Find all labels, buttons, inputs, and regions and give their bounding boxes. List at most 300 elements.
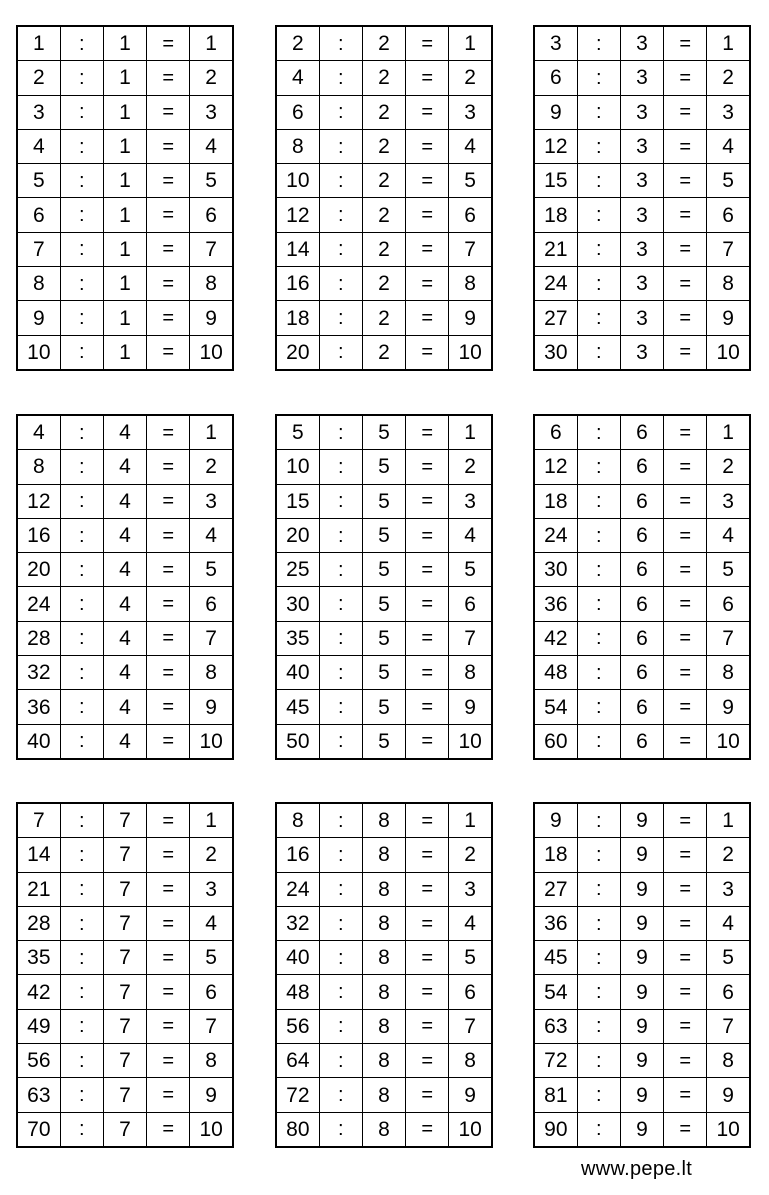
divisor-cell: 6 — [620, 690, 663, 724]
quotient-cell: 10 — [707, 335, 750, 370]
equals-sign-cell: = — [406, 198, 449, 232]
divisor-cell: 1 — [103, 198, 146, 232]
table-row — [534, 941, 750, 975]
divide-sign-cell: : — [319, 26, 362, 61]
divide-sign-cell: : — [577, 1112, 620, 1147]
table-row — [17, 415, 233, 450]
quotient-cell: 8 — [707, 656, 750, 690]
table-row — [534, 1112, 750, 1147]
equals-sign-cell: = — [406, 1112, 449, 1147]
equals-sign-cell: = — [147, 621, 190, 655]
table-row — [534, 621, 750, 655]
equals-sign-cell: = — [664, 656, 707, 690]
dividend-cell: 8 — [276, 803, 319, 838]
divisor-cell: 2 — [362, 267, 405, 301]
quotient-cell: 4 — [707, 129, 750, 163]
dividend-cell: 9 — [17, 301, 60, 335]
dividend-cell: 16 — [276, 267, 319, 301]
divisor-cell: 3 — [620, 267, 663, 301]
equals-sign-cell: = — [664, 415, 707, 450]
equals-sign-cell: = — [147, 906, 190, 940]
dividend-cell: 24 — [17, 587, 60, 621]
table-row — [17, 803, 233, 838]
divisor-cell: 2 — [362, 335, 405, 370]
dividend-cell: 80 — [276, 1112, 319, 1147]
table-row — [17, 941, 233, 975]
dividend-cell: 10 — [276, 450, 319, 484]
dividend-cell: 12 — [276, 198, 319, 232]
division-table-6 — [533, 414, 751, 760]
equals-sign-cell: = — [664, 95, 707, 129]
dividend-cell: 8 — [17, 267, 60, 301]
divide-sign-cell: : — [60, 553, 103, 587]
divisor-cell: 8 — [362, 941, 405, 975]
table-row — [276, 26, 492, 61]
table-row — [276, 656, 492, 690]
divide-sign-cell: : — [60, 1009, 103, 1043]
division-table-2 — [275, 25, 493, 371]
equals-sign-cell: = — [406, 838, 449, 872]
equals-sign-cell: = — [406, 450, 449, 484]
divisor-cell: 2 — [362, 198, 405, 232]
quotient-cell: 4 — [449, 518, 492, 552]
divisor-cell: 5 — [362, 484, 405, 518]
divide-sign-cell: : — [319, 838, 362, 872]
equals-sign-cell: = — [406, 1044, 449, 1078]
quotient-cell: 4 — [190, 518, 233, 552]
divide-sign-cell: : — [577, 621, 620, 655]
quotient-cell: 7 — [190, 1009, 233, 1043]
divisor-cell: 6 — [620, 553, 663, 587]
divide-sign-cell: : — [60, 621, 103, 655]
equals-sign-cell: = — [147, 975, 190, 1009]
quotient-cell: 2 — [449, 61, 492, 95]
dividend-cell: 25 — [276, 553, 319, 587]
quotient-cell: 2 — [449, 838, 492, 872]
equals-sign-cell: = — [406, 941, 449, 975]
quotient-cell: 7 — [707, 1009, 750, 1043]
table-row — [276, 690, 492, 724]
dividend-cell: 72 — [276, 1078, 319, 1112]
quotient-cell: 1 — [190, 415, 233, 450]
divide-sign-cell: : — [60, 941, 103, 975]
dividend-cell: 8 — [17, 450, 60, 484]
equals-sign-cell: = — [147, 26, 190, 61]
divisor-cell: 1 — [103, 301, 146, 335]
divide-sign-cell: : — [60, 838, 103, 872]
divisor-cell: 7 — [103, 1112, 146, 1147]
division-table-8 — [275, 802, 493, 1148]
table-row — [276, 415, 492, 450]
table-row — [17, 267, 233, 301]
table-row — [276, 129, 492, 163]
dividend-cell: 54 — [534, 690, 577, 724]
divisor-cell: 3 — [620, 335, 663, 370]
dividend-cell: 18 — [276, 301, 319, 335]
divisor-cell: 4 — [103, 415, 146, 450]
dividend-cell: 10 — [17, 335, 60, 370]
equals-sign-cell: = — [664, 1009, 707, 1043]
equals-sign-cell: = — [406, 1078, 449, 1112]
divide-sign-cell: : — [577, 301, 620, 335]
divide-sign-cell: : — [577, 803, 620, 838]
equals-sign-cell: = — [406, 724, 449, 759]
divide-sign-cell: : — [319, 941, 362, 975]
table-row — [17, 26, 233, 61]
table-row — [534, 164, 750, 198]
quotient-cell: 10 — [190, 724, 233, 759]
dividend-cell: 42 — [534, 621, 577, 655]
divide-sign-cell: : — [60, 61, 103, 95]
equals-sign-cell: = — [406, 656, 449, 690]
equals-sign-cell: = — [147, 587, 190, 621]
equals-sign-cell: = — [406, 415, 449, 450]
quotient-cell: 10 — [190, 1112, 233, 1147]
divide-sign-cell: : — [319, 1078, 362, 1112]
divide-sign-cell: : — [577, 129, 620, 163]
quotient-cell: 6 — [449, 587, 492, 621]
dividend-cell: 4 — [17, 129, 60, 163]
divide-sign-cell: : — [577, 553, 620, 587]
divisor-cell: 9 — [620, 1112, 663, 1147]
dividend-cell: 20 — [276, 335, 319, 370]
divide-sign-cell: : — [319, 61, 362, 95]
divisor-cell: 8 — [362, 906, 405, 940]
divisor-cell: 8 — [362, 838, 405, 872]
quotient-cell: 9 — [190, 690, 233, 724]
table-row — [534, 1078, 750, 1112]
divide-sign-cell: : — [577, 587, 620, 621]
dividend-cell: 15 — [276, 484, 319, 518]
equals-sign-cell: = — [664, 690, 707, 724]
table-row — [276, 198, 492, 232]
table-row — [276, 1112, 492, 1147]
divide-sign-cell: : — [577, 415, 620, 450]
table-row — [534, 553, 750, 587]
dividend-cell: 36 — [534, 587, 577, 621]
divide-sign-cell: : — [60, 415, 103, 450]
table-row — [17, 1078, 233, 1112]
divide-sign-cell: : — [319, 198, 362, 232]
table-row — [276, 450, 492, 484]
dividend-cell: 10 — [276, 164, 319, 198]
equals-sign-cell: = — [147, 415, 190, 450]
quotient-cell: 6 — [707, 198, 750, 232]
divide-sign-cell: : — [60, 724, 103, 759]
divide-sign-cell: : — [60, 484, 103, 518]
division-table-4 — [16, 414, 234, 760]
divide-sign-cell: : — [577, 690, 620, 724]
equals-sign-cell: = — [147, 518, 190, 552]
divide-sign-cell: : — [577, 838, 620, 872]
dividend-cell: 6 — [17, 198, 60, 232]
divisor-cell: 4 — [103, 724, 146, 759]
divisor-cell: 5 — [362, 724, 405, 759]
divisor-cell: 3 — [620, 301, 663, 335]
dividend-cell: 6 — [276, 95, 319, 129]
equals-sign-cell: = — [406, 95, 449, 129]
table-row — [534, 1009, 750, 1043]
divisor-cell: 9 — [620, 803, 663, 838]
equals-sign-cell: = — [147, 164, 190, 198]
divide-sign-cell: : — [319, 1009, 362, 1043]
divide-sign-cell: : — [577, 1078, 620, 1112]
equals-sign-cell: = — [406, 484, 449, 518]
divisor-cell: 6 — [620, 724, 663, 759]
equals-sign-cell: = — [147, 553, 190, 587]
dividend-cell: 36 — [17, 690, 60, 724]
dividend-cell: 35 — [17, 941, 60, 975]
divide-sign-cell: : — [577, 1044, 620, 1078]
dividend-cell: 63 — [17, 1078, 60, 1112]
quotient-cell: 10 — [449, 335, 492, 370]
equals-sign-cell: = — [664, 129, 707, 163]
dividend-cell: 2 — [276, 26, 319, 61]
divisor-cell: 1 — [103, 129, 146, 163]
divisor-cell: 8 — [362, 1078, 405, 1112]
equals-sign-cell: = — [664, 61, 707, 95]
divide-sign-cell: : — [577, 941, 620, 975]
divisor-cell: 6 — [620, 484, 663, 518]
quotient-cell: 3 — [190, 484, 233, 518]
divide-sign-cell: : — [319, 301, 362, 335]
table-row — [17, 450, 233, 484]
dividend-cell: 27 — [534, 301, 577, 335]
dividend-cell: 63 — [534, 1009, 577, 1043]
quotient-cell: 3 — [190, 95, 233, 129]
table-row — [276, 301, 492, 335]
divide-sign-cell: : — [319, 1112, 362, 1147]
division-table-5 — [275, 414, 493, 760]
dividend-cell: 48 — [534, 656, 577, 690]
divisor-cell: 1 — [103, 232, 146, 266]
divisor-cell: 4 — [103, 656, 146, 690]
divisor-cell: 7 — [103, 803, 146, 838]
equals-sign-cell: = — [664, 906, 707, 940]
divisor-cell: 6 — [620, 587, 663, 621]
table-row — [534, 415, 750, 450]
divisor-cell: 1 — [103, 164, 146, 198]
dividend-cell: 24 — [534, 267, 577, 301]
table-row — [17, 95, 233, 129]
divisor-cell: 4 — [103, 518, 146, 552]
table-row — [534, 724, 750, 759]
quotient-cell: 6 — [190, 198, 233, 232]
divisor-cell: 2 — [362, 95, 405, 129]
quotient-cell: 10 — [190, 335, 233, 370]
divisor-cell: 6 — [620, 621, 663, 655]
quotient-cell: 2 — [707, 450, 750, 484]
quotient-cell: 2 — [190, 61, 233, 95]
quotient-cell: 7 — [190, 621, 233, 655]
quotient-cell: 5 — [707, 164, 750, 198]
dividend-cell: 56 — [276, 1009, 319, 1043]
table-row — [276, 95, 492, 129]
dividend-cell: 5 — [276, 415, 319, 450]
divide-sign-cell: : — [319, 415, 362, 450]
quotient-cell: 7 — [190, 232, 233, 266]
quotient-cell: 8 — [449, 656, 492, 690]
dividend-cell: 27 — [534, 872, 577, 906]
quotient-cell: 1 — [190, 803, 233, 838]
divisor-cell: 2 — [362, 301, 405, 335]
table-row — [17, 587, 233, 621]
divisor-cell: 2 — [362, 61, 405, 95]
divisor-cell: 8 — [362, 1009, 405, 1043]
equals-sign-cell: = — [406, 587, 449, 621]
dividend-cell: 4 — [17, 415, 60, 450]
divide-sign-cell: : — [60, 198, 103, 232]
quotient-cell: 1 — [449, 26, 492, 61]
division-table-1 — [16, 25, 234, 371]
equals-sign-cell: = — [147, 872, 190, 906]
quotient-cell: 5 — [449, 553, 492, 587]
divide-sign-cell: : — [60, 301, 103, 335]
table-row — [17, 61, 233, 95]
table-row — [534, 484, 750, 518]
quotient-cell: 6 — [449, 975, 492, 1009]
equals-sign-cell: = — [406, 553, 449, 587]
divisor-cell: 3 — [620, 232, 663, 266]
divide-sign-cell: : — [319, 906, 362, 940]
quotient-cell: 1 — [707, 803, 750, 838]
quotient-cell: 10 — [707, 1112, 750, 1147]
quotient-cell: 8 — [707, 267, 750, 301]
dividend-cell: 24 — [534, 518, 577, 552]
equals-sign-cell: = — [664, 518, 707, 552]
dividend-cell: 20 — [17, 553, 60, 587]
equals-sign-cell: = — [147, 1078, 190, 1112]
divisor-cell: 8 — [362, 803, 405, 838]
quotient-cell: 3 — [449, 872, 492, 906]
divisor-cell: 5 — [362, 450, 405, 484]
divide-sign-cell: : — [60, 1044, 103, 1078]
table-row — [276, 872, 492, 906]
quotient-cell: 1 — [190, 26, 233, 61]
dividend-cell: 36 — [534, 906, 577, 940]
dividend-cell: 32 — [17, 656, 60, 690]
dividend-cell: 20 — [276, 518, 319, 552]
quotient-cell: 5 — [190, 164, 233, 198]
quotient-cell: 8 — [190, 1044, 233, 1078]
divisor-cell: 8 — [362, 1044, 405, 1078]
table-row — [17, 335, 233, 370]
table-row — [534, 518, 750, 552]
dividend-cell: 90 — [534, 1112, 577, 1147]
division-table-3 — [533, 25, 751, 371]
equals-sign-cell: = — [147, 198, 190, 232]
dividend-cell: 21 — [17, 872, 60, 906]
table-row — [534, 26, 750, 61]
dividend-cell: 81 — [534, 1078, 577, 1112]
divide-sign-cell: : — [319, 656, 362, 690]
dividend-cell: 8 — [276, 129, 319, 163]
quotient-cell: 4 — [449, 906, 492, 940]
table-row — [276, 724, 492, 759]
divide-sign-cell: : — [60, 518, 103, 552]
divide-sign-cell: : — [60, 95, 103, 129]
table-row — [276, 621, 492, 655]
divisor-cell: 7 — [103, 872, 146, 906]
equals-sign-cell: = — [147, 95, 190, 129]
equals-sign-cell: = — [664, 1078, 707, 1112]
dividend-cell: 54 — [534, 975, 577, 1009]
divide-sign-cell: : — [60, 335, 103, 370]
quotient-cell: 9 — [190, 1078, 233, 1112]
dividend-cell: 4 — [276, 61, 319, 95]
divide-sign-cell: : — [60, 656, 103, 690]
divisor-cell: 6 — [620, 518, 663, 552]
table-row — [276, 61, 492, 95]
table-row — [276, 906, 492, 940]
dividend-cell: 9 — [534, 95, 577, 129]
table-row — [276, 164, 492, 198]
divide-sign-cell: : — [319, 690, 362, 724]
equals-sign-cell: = — [664, 803, 707, 838]
divisor-cell: 9 — [620, 1044, 663, 1078]
divide-sign-cell: : — [60, 1112, 103, 1147]
equals-sign-cell: = — [664, 335, 707, 370]
divide-sign-cell: : — [319, 450, 362, 484]
divide-sign-cell: : — [577, 267, 620, 301]
divide-sign-cell: : — [60, 129, 103, 163]
quotient-cell: 4 — [190, 129, 233, 163]
dividend-cell: 16 — [276, 838, 319, 872]
quotient-cell: 2 — [449, 450, 492, 484]
table-row — [17, 232, 233, 266]
equals-sign-cell: = — [664, 553, 707, 587]
quotient-cell: 3 — [707, 95, 750, 129]
divide-sign-cell: : — [60, 975, 103, 1009]
divide-sign-cell: : — [577, 335, 620, 370]
divisor-cell: 6 — [620, 656, 663, 690]
divisor-cell: 1 — [103, 335, 146, 370]
divisor-cell: 2 — [362, 232, 405, 266]
table-row — [534, 872, 750, 906]
table-row — [17, 164, 233, 198]
table-row — [276, 838, 492, 872]
quotient-cell: 8 — [449, 267, 492, 301]
divide-sign-cell: : — [319, 803, 362, 838]
divide-sign-cell: : — [319, 1044, 362, 1078]
equals-sign-cell: = — [147, 301, 190, 335]
equals-sign-cell: = — [406, 906, 449, 940]
divide-sign-cell: : — [60, 232, 103, 266]
divisor-cell: 5 — [362, 690, 405, 724]
table-row — [534, 906, 750, 940]
equals-sign-cell: = — [664, 587, 707, 621]
table-row — [534, 61, 750, 95]
dividend-cell: 40 — [276, 941, 319, 975]
equals-sign-cell: = — [406, 335, 449, 370]
equals-sign-cell: = — [664, 450, 707, 484]
divide-sign-cell: : — [577, 518, 620, 552]
quotient-cell: 3 — [449, 484, 492, 518]
divide-sign-cell: : — [577, 450, 620, 484]
divisor-cell: 9 — [620, 838, 663, 872]
dividend-cell: 18 — [534, 484, 577, 518]
divide-sign-cell: : — [60, 450, 103, 484]
dividend-cell: 12 — [17, 484, 60, 518]
dividend-cell: 30 — [276, 587, 319, 621]
table-row — [276, 803, 492, 838]
dividend-cell: 21 — [534, 232, 577, 266]
quotient-cell: 6 — [707, 587, 750, 621]
divisor-cell: 2 — [362, 129, 405, 163]
equals-sign-cell: = — [147, 232, 190, 266]
dividend-cell: 7 — [17, 232, 60, 266]
equals-sign-cell: = — [664, 164, 707, 198]
